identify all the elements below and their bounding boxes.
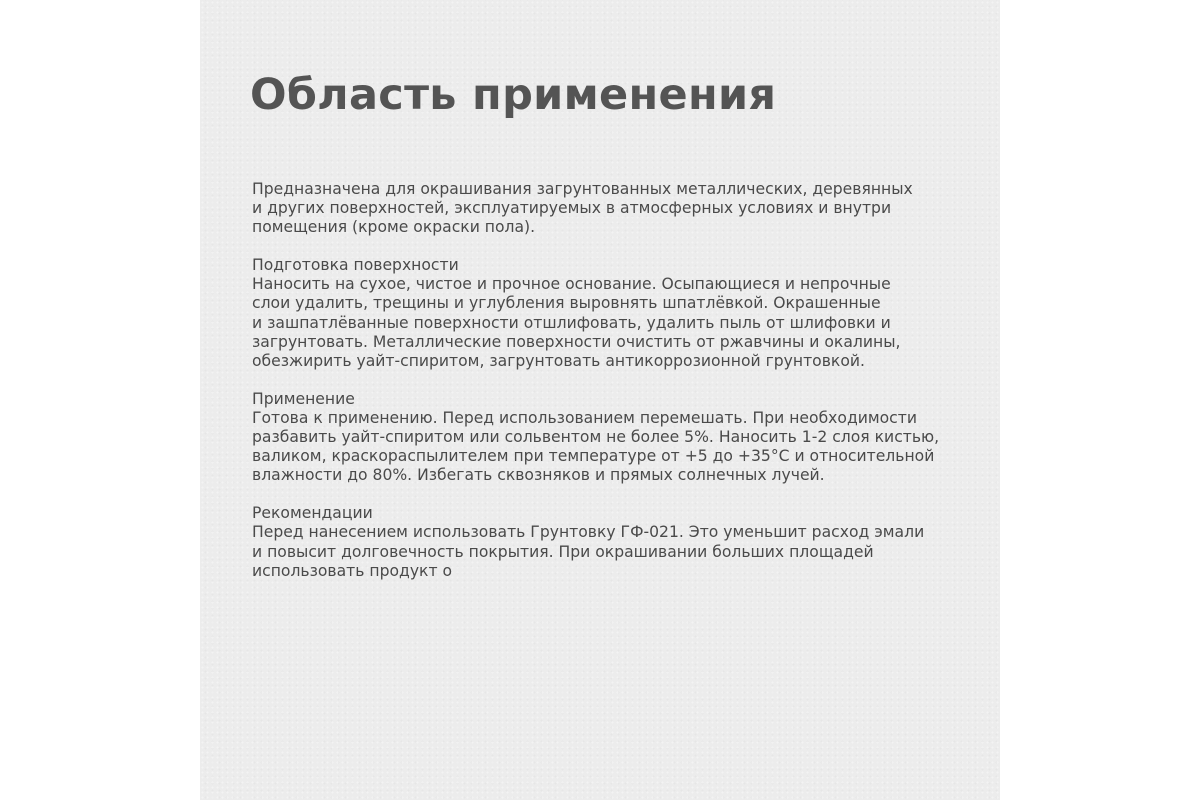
- section-heading: Применение: [252, 389, 355, 408]
- text-line: валиком, краскораспылителем при температуре от +5 до +35°С и относительной: [252, 447, 935, 466]
- surface-preparation-paragraph: [252, 256, 972, 371]
- info-card: [200, 0, 1000, 800]
- text-line: использовать продукт о: [252, 561, 453, 580]
- text-line: загрунтовать. Металлические поверхности очистить от ржавчины и окалины,: [252, 332, 901, 351]
- intro-paragraph: [252, 180, 972, 237]
- recommendations-paragraph: [252, 504, 972, 580]
- text-line: разбавить уайт-спиритом или сольвентом не более 5%. Наносить 1-2 слоя кистью,: [252, 428, 940, 447]
- text-line: Готова к применению. Перед использованием перемешать. При необходимости: [252, 408, 917, 427]
- text-line: Предназначена для окрашивания загрунтованных металлических, деревянных: [252, 180, 913, 198]
- text-line: и других поверхностей, эксплуатируемых в атмосферных условиях и внутри: [252, 199, 892, 218]
- text-line: влажности до 80%. Избегать сквозняков и прямых солнечных лучей.: [252, 466, 825, 485]
- page-title: Область применения: [250, 70, 777, 120]
- section-heading: Рекомендации: [252, 504, 373, 523]
- application-paragraph: [252, 390, 972, 485]
- description-body: [252, 180, 972, 600]
- text-line: и повысит долговечность покрытия. При окрашивании больших площадей: [252, 542, 874, 561]
- text-line: помещения (кроме окраски пола).: [252, 218, 536, 237]
- text-line: Наносить на сухое, чистое и прочное основание. Осыпающиеся и непрочные: [252, 275, 891, 294]
- section-heading: Подготовка поверхности: [252, 256, 459, 275]
- text-line: Перед нанесением использовать Грунтовку ГФ-021. Это уменьшит расход эмали: [252, 523, 925, 542]
- text-line: слои удалить, трещины и углубления выровнять шпатлёвкой. Окрашенные: [252, 294, 881, 313]
- text-line: обезжирить уайт-спиритом, загрунтовать антикоррозионной грунтовкой.: [252, 351, 865, 370]
- text-line: и зашпатлёванные поверхности отшлифовать, удалить пыль от шлифовки и: [252, 313, 891, 332]
